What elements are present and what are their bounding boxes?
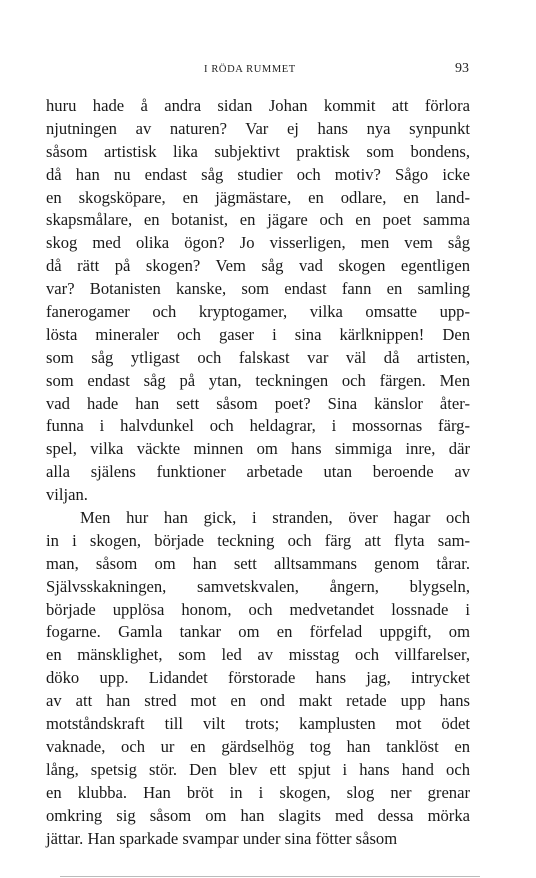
text-line: viljan. (46, 485, 88, 505)
text-line: skapsmålare, en botanist, en jägare och en poet samma (46, 210, 470, 230)
text-line: Självsskakningen, samvetskvalen, ångern, blygseln, (46, 576, 470, 596)
running-title: I RÖDA RUMMET (204, 64, 296, 75)
text-line: motståndskraft till vilt trots; kamplusten mot ödet (46, 714, 470, 734)
text-line: vad hade han sett såsom poet? Sina känslor åter- (46, 393, 470, 413)
text-line: döko upp. Lidandet förstorade hans jag, intrycket (46, 668, 470, 688)
text-line: man, såsom om han sett alltsammans genom tårar. (46, 553, 470, 573)
text-line: omkring sig såsom om han slagits med dessa mörka (46, 805, 470, 825)
text-line: vaknade, och ur en gärdselhög tog han tanklöst en (46, 736, 470, 756)
text-line: fanerogamer och kryptogamer, vilka omsatte upp- (46, 302, 470, 322)
text-line: som endast såg på ytan, teckningen och färgen. Men (46, 370, 470, 390)
text-line: då han nu endast såg studier och motiv? Sågo icke (46, 164, 470, 184)
text-line: spel, vilka väckte minnen om hans simmiga inre, där (46, 439, 470, 459)
text-line: skog med olika ögon? Jo visserligen, men vem såg (46, 233, 470, 253)
text-line: som såg ytligast och falskast var väl då artisten, (46, 347, 470, 367)
text-line: såsom artistisk lika subjektivt praktisk som bondens, (46, 141, 470, 161)
page-number: 93 (455, 61, 469, 76)
page-bottom-edge (60, 876, 480, 877)
text-line: in i skogen, började teckning och färg att flyta sam- (46, 530, 470, 550)
paragraph (46, 507, 470, 850)
text-line: var? Botanisten kanske, som endast fann en samling (46, 279, 470, 299)
text-line: en klubba. Han bröt in i skogen, slog ner grenar (46, 782, 470, 802)
text-line: lösta mineraler och gaser i sina kärlknippen! Den (46, 324, 470, 344)
text-line: av att han stred mot en ond makt retade upp hans (46, 691, 470, 711)
text-line: jättar. Han sparkade svampar under sina fötter såsom (46, 828, 398, 848)
text-line: huru hade å andra sidan Johan kommit att förlora (46, 96, 470, 115)
text-line: en skogsköpare, en jägmästare, en odlare, en land- (46, 187, 470, 207)
text-line: funna i halvdunkel och heldagrar, i mossornas färg- (46, 416, 470, 436)
text-line: började upplösa honom, och medvetandet lossnade i (46, 599, 470, 619)
paragraph (46, 95, 470, 507)
text-line: alla själens funktioner arbetade utan beroende av (46, 462, 470, 482)
text-line: fogarne. Gamla tankar om en förfelad uppgift, om (46, 622, 470, 642)
text-line: Men hur han gick, i stranden, över hagar och (80, 508, 470, 528)
text-line: lång, spetsig stör. Den blev ett spjut i hans hand och (46, 759, 470, 779)
text-line: då rätt på skogen? Vem såg vad skogen egentligen (46, 256, 470, 276)
text-line: en mänsklighet, som led av misstag och villfarelser, (46, 645, 470, 665)
text-line: njutningen av naturen? Var ej hans nya synpunkt (46, 118, 470, 138)
body-text (46, 95, 470, 850)
